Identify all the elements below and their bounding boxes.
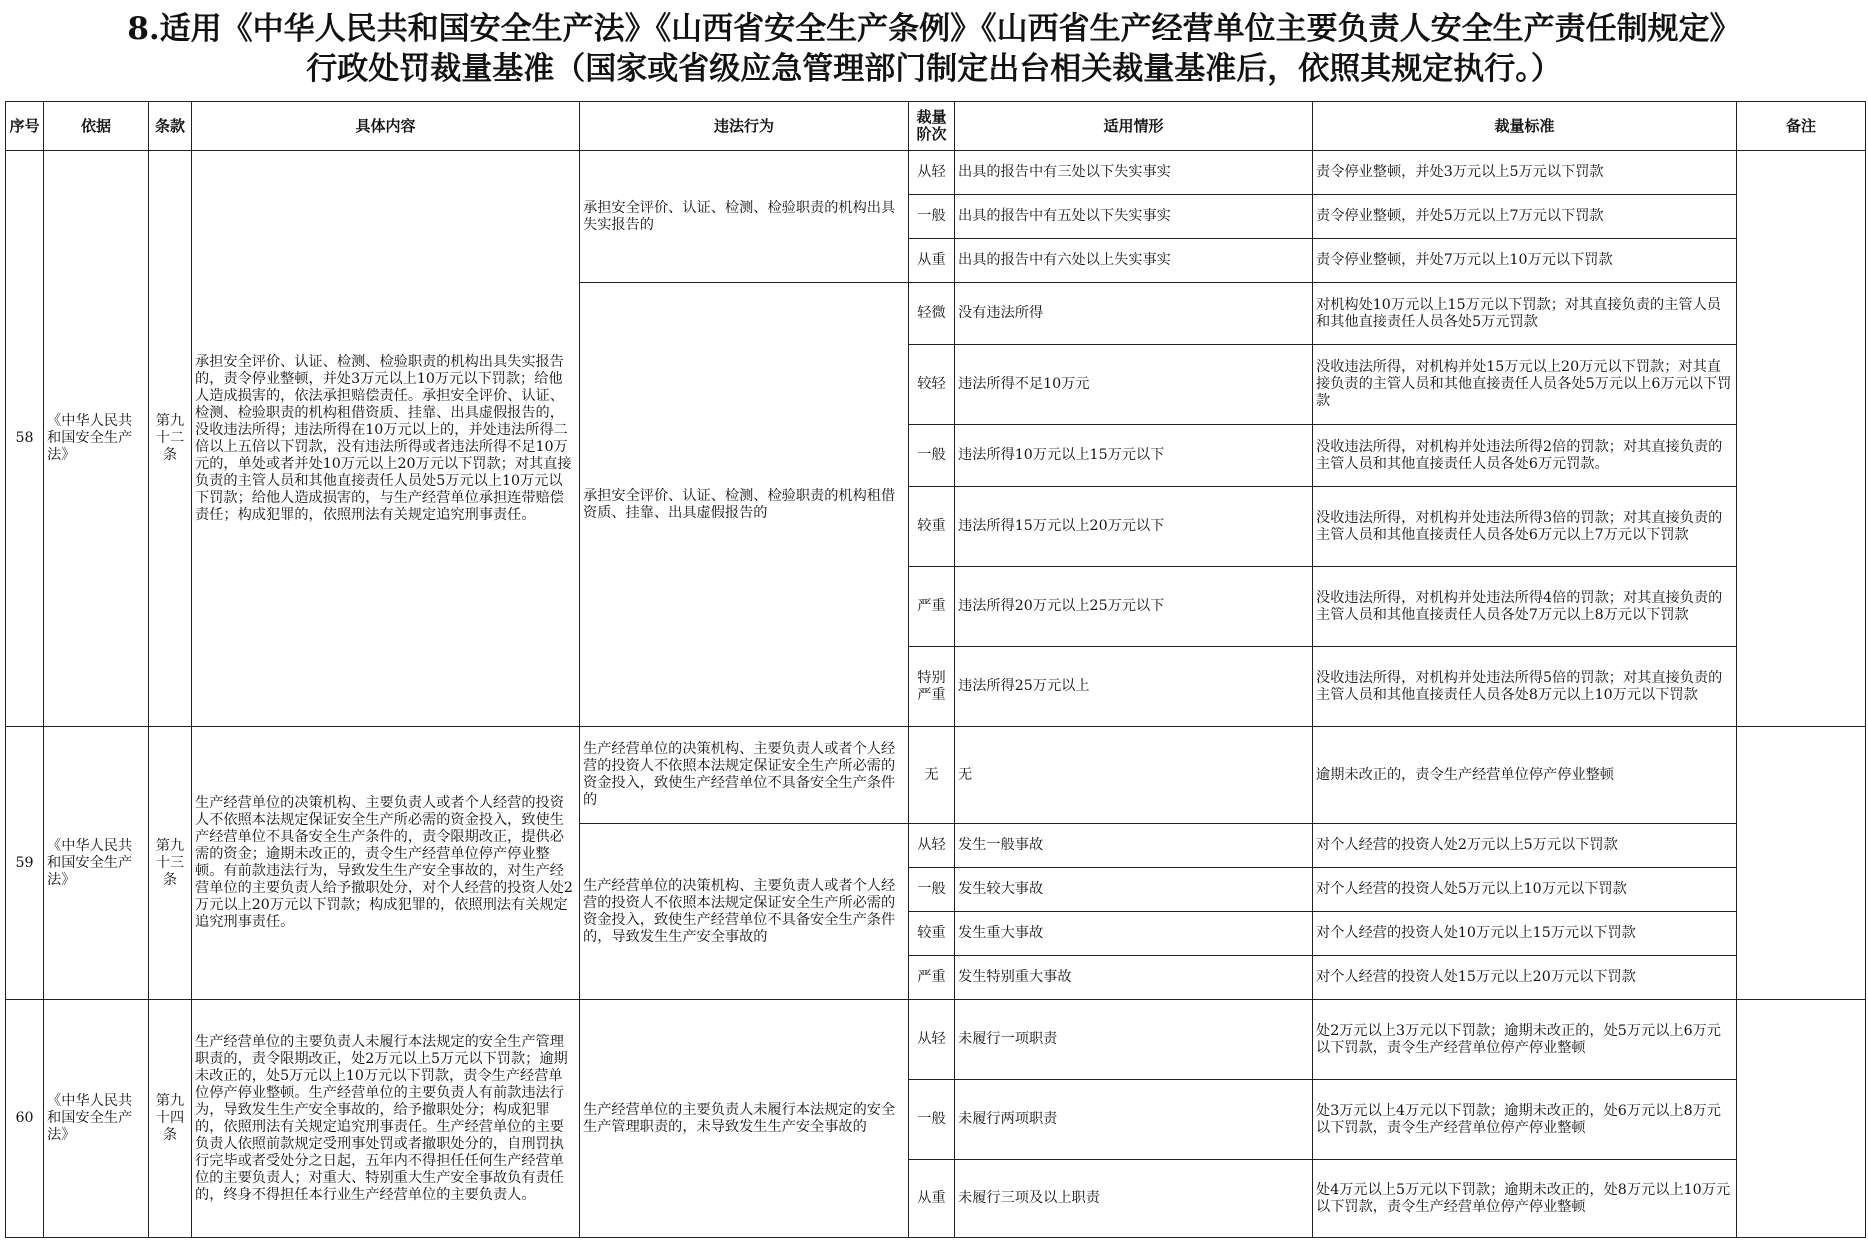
row-level: 从轻	[909, 151, 955, 195]
header-standard: 裁量标准	[1313, 102, 1737, 151]
row-situation: 违法所得25万元以上	[955, 647, 1313, 727]
table-header-row	[6, 102, 1866, 151]
row-situation: 发生较大事故	[955, 868, 1313, 912]
row-violation: 承担安全评价、认证、检测、检验职责的机构租借资质、挂靠、出具虚假报告的	[580, 283, 909, 727]
row-situation: 未履行一项职责	[955, 1000, 1313, 1080]
row-level: 一般	[909, 1080, 955, 1160]
row-remark	[1737, 1000, 1866, 1238]
row-level: 一般	[909, 195, 955, 239]
row-level: 较重	[909, 912, 955, 956]
row-situation: 发生重大事故	[955, 912, 1313, 956]
row-standard: 处3万元以上4万元以下罚款；逾期未改正的，处6万元以上8万元以下罚款，责令生产经营单位停产停业整顿	[1313, 1080, 1737, 1160]
row-level: 从重	[909, 1160, 955, 1238]
row-level: 从重	[909, 239, 955, 283]
row-situation: 未履行三项及以上职责	[955, 1160, 1313, 1238]
row-basis: 《中华人民共和国安全生产法》	[44, 151, 149, 727]
header-article: 条款	[149, 102, 192, 151]
row-level: 较重	[909, 487, 955, 567]
row-remark	[1737, 151, 1866, 727]
row-standard: 责令停业整顿，并处7万元以上10万元以下罚款	[1313, 239, 1737, 283]
row-violation: 生产经营单位的决策机构、主要负责人或者个人经营的投资人不依照本法规定保证安全生产所必需的资金投入，致使生产经营单位不具备安全生产条件的	[580, 727, 909, 824]
row-standard: 对个人经营的投资人处2万元以上5万元以下罚款	[1313, 824, 1737, 868]
row-standard: 对机构处10万元以上15万元以下罚款；对其直接负责的主管人员和其他直接责任人员各处5万元罚款	[1313, 283, 1737, 345]
row-situation: 出具的报告中有六处以上失实事实	[955, 239, 1313, 283]
row-level: 从轻	[909, 1000, 955, 1080]
page-title: 8.适用《中华人民共和国安全生产法》《山西省安全生产条例》《山西省生产经营单位主要负责人安全生产责任制规定》	[127, 11, 1741, 47]
row-level: 严重	[909, 567, 955, 647]
row-level: 轻微	[909, 283, 955, 345]
row-situation: 没有违法所得	[955, 283, 1313, 345]
row-situation: 违法所得不足10万元	[955, 345, 1313, 425]
row-article: 第九十四条	[149, 1000, 192, 1238]
row-standard: 没收违法所得，对机构并处违法所得4倍的罚款；对其直接负责的主管人员和其他直接责任人员各处7万元以上8万元以下罚款	[1313, 567, 1737, 647]
row-standard: 没收违法所得，对机构并处15万元以上20万元以下罚款；对其直接负责的主管人员和其他直接责任人员各处5万元以上6万元以下罚款	[1313, 345, 1737, 425]
row-standard: 处2万元以上3万元以下罚款；逾期未改正的，处5万元以上6万元以下罚款，责令生产经营单位停产停业整顿	[1313, 1000, 1737, 1080]
header-level: 裁量阶次	[909, 102, 955, 151]
row-situation: 违法所得15万元以上20万元以下	[955, 487, 1313, 567]
row-standard: 对个人经营的投资人处15万元以上20万元以下罚款	[1313, 956, 1737, 1000]
row-level: 无	[909, 727, 955, 824]
page-subtitle: 行政处罚裁量基准（国家或省级应急管理部门制定出台相关裁量基准后，依照其规定执行。）	[306, 51, 1562, 87]
row-standard: 没收违法所得，对机构并处违法所得5倍的罚款；对其直接负责的主管人员和其他直接责任人员各处8万元以上10万元以下罚款	[1313, 647, 1737, 727]
row-number: 60	[6, 1000, 44, 1238]
row-violation: 承担安全评价、认证、检测、检验职责的机构出具失实报告的	[580, 151, 909, 283]
row-number: 59	[6, 727, 44, 1000]
row-level: 严重	[909, 956, 955, 1000]
row-standard: 没收违法所得，对机构并处违法所得3倍的罚款；对其直接负责的主管人员和其他直接责任人员各处6万元以上7万元以下罚款	[1313, 487, 1737, 567]
header-remark: 备注	[1737, 102, 1866, 151]
header-content: 具体内容	[192, 102, 580, 151]
header-no: 序号	[6, 102, 44, 151]
row-standard: 处4万元以上5万元以下罚款；逾期未改正的，处8万元以上10万元以下罚款，责令生产经营单位停产停业整顿	[1313, 1160, 1737, 1238]
row-violation: 生产经营单位的主要负责人未履行本法规定的安全生产管理职责的，未导致发生生产安全事故的	[580, 1000, 909, 1238]
row-standard: 没收违法所得，对机构并处违法所得2倍的罚款；对其直接负责的主管人员和其他直接责任人员各处6万元罚款。	[1313, 425, 1737, 487]
row-basis: 《中华人民共和国安全生产法》	[44, 1000, 149, 1238]
row-content: 生产经营单位的决策机构、主要负责人或者个人经营的投资人不依照本法规定保证安全生产所必需的资金投入，致使生产经营单位不具备安全生产条件的，责令限期改正，提供必需的资金；逾期未改正的，责令生产经营单位停产停业整顿。有前款违法行为，导致发生生产安全事故的，对生产经营单位的主要负责人给予撤职处分，对个人经营的投资人处2万元以上20万元以下罚款；构成犯罪的，依照刑法有关规定追究刑事责任。	[192, 727, 580, 1000]
header-basis: 依据	[44, 102, 149, 151]
row-situation: 未履行两项职责	[955, 1080, 1313, 1160]
table-row	[6, 151, 1866, 195]
row-situation: 违法所得20万元以上25万元以下	[955, 567, 1313, 647]
row-situation: 违法所得10万元以上15万元以下	[955, 425, 1313, 487]
row-level: 特别严重	[909, 647, 955, 727]
table-row	[6, 1000, 1866, 1080]
row-situation: 出具的报告中有三处以下失实事实	[955, 151, 1313, 195]
row-standard: 责令停业整顿，并处5万元以上7万元以下罚款	[1313, 195, 1737, 239]
row-remark	[1737, 727, 1866, 1000]
row-standard: 对个人经营的投资人处5万元以上10万元以下罚款	[1313, 868, 1737, 912]
row-situation: 发生特别重大事故	[955, 956, 1313, 1000]
row-standard: 逾期未改正的，责令生产经营单位停产停业整顿	[1313, 727, 1737, 824]
row-standard: 对个人经营的投资人处10万元以上15万元以下罚款	[1313, 912, 1737, 956]
header-violation: 违法行为	[580, 102, 909, 151]
penalty-table	[5, 101, 1866, 1238]
row-article: 第九十三条	[149, 727, 192, 1000]
row-level: 从轻	[909, 824, 955, 868]
row-level: 一般	[909, 868, 955, 912]
row-number: 58	[6, 151, 44, 727]
row-level: 一般	[909, 425, 955, 487]
row-content: 生产经营单位的主要负责人未履行本法规定的安全生产管理职责的，责令限期改正，处2万元以上5万元以下罚款；逾期未改正的，处5万元以上10万元以下罚款，责令生产经营单位停产停业整顿。生产经营单位的主要负责人有前款违法行为，导致发生生产安全事故的，给予撤职处分；构成犯罪的，依照刑法有关规定追究刑事责任。生产经营单位的主要负责人依照前款规定受刑事处罚或者撤职处分的，自刑罚执行完毕或者受处分之日起，五年内不得担任任何生产经营单位的主要负责人；对重大、特别重大生产安全事故负有责任的，终身不得担任本行业生产经营单位的主要负责人。	[192, 1000, 580, 1238]
row-level: 较轻	[909, 345, 955, 425]
row-content: 承担安全评价、认证、检测、检验职责的机构出具失实报告的，责令停业整顿，并处3万元以上10万元以下罚款；给他人造成损害的，依法承担赔偿责任。承担安全评价、认证、检测、检验职责的机构租借资质、挂靠、出具虚假报告的，没收违法所得；违法所得在10万元以上的，并处违法所得二倍以上五倍以下罚款，没有违法所得或者违法所得不足10万元的，单处或者并处10万元以上20万元以下罚款；对其直接负责的主管人员和其他直接责任人员处5万元以上10万元以下罚款；给他人造成损害的，与生产经营单位承担连带赔偿责任；构成犯罪的，依照刑法有关规定追究刑事责任。	[192, 151, 580, 727]
row-standard: 责令停业整顿，并处3万元以上5万元以下罚款	[1313, 151, 1737, 195]
row-situation: 发生一般事故	[955, 824, 1313, 868]
row-article: 第九十二条	[149, 151, 192, 727]
row-violation: 生产经营单位的决策机构、主要负责人或者个人经营的投资人不依照本法规定保证安全生产所必需的资金投入，致使生产经营单位不具备安全生产条件的，导致发生生产安全事故的	[580, 824, 909, 1000]
row-situation: 无	[955, 727, 1313, 824]
row-basis: 《中华人民共和国安全生产法》	[44, 727, 149, 1000]
header-situation: 适用情形	[955, 102, 1313, 151]
row-situation: 出具的报告中有五处以下失实事实	[955, 195, 1313, 239]
table-row	[6, 727, 1866, 824]
